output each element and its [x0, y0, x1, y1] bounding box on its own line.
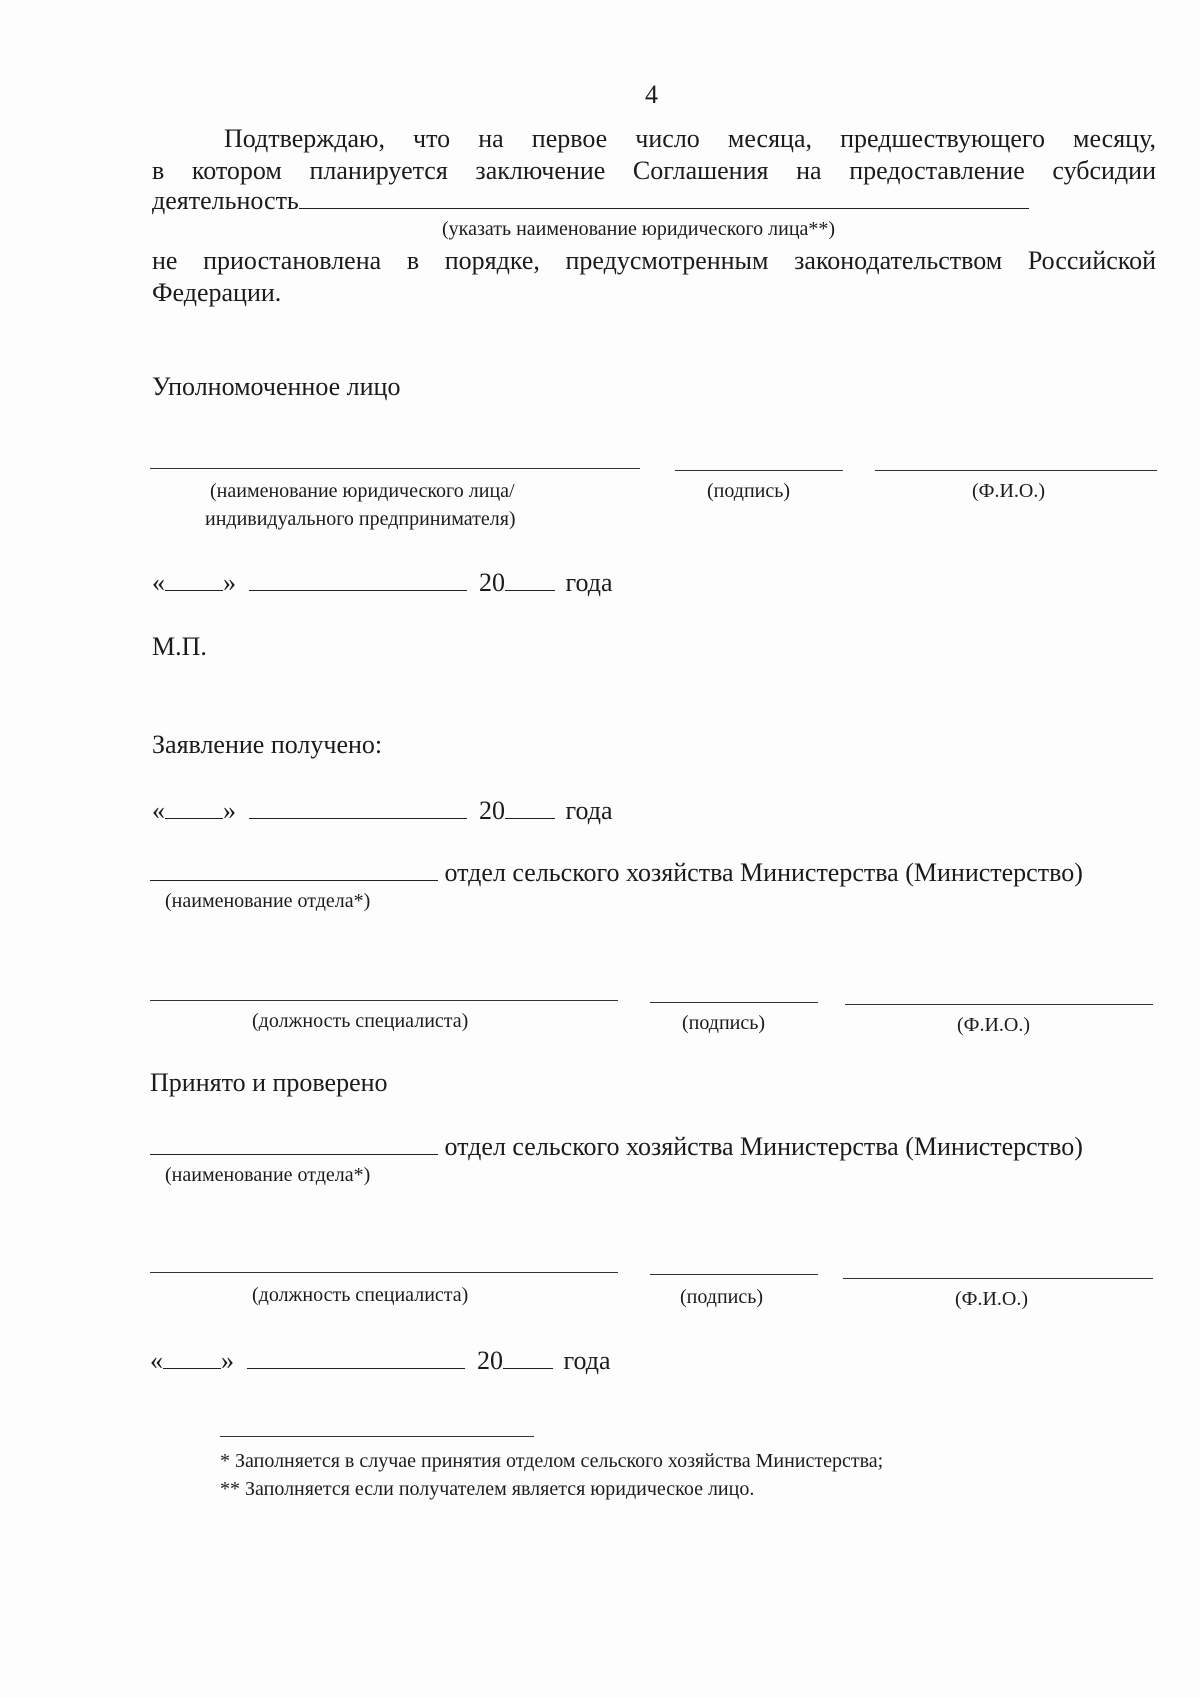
day-blank[interactable] — [163, 1348, 221, 1369]
footnote-separator — [220, 1436, 534, 1437]
year-suffix: года — [565, 796, 613, 825]
received-dept-caption: (наименование отдела*) — [165, 890, 371, 912]
received-dept-blank[interactable] — [150, 860, 438, 881]
authorized-org-caption-1: (наименование юридического лица/ — [210, 480, 515, 502]
checked-fio-caption: (Ф.И.О.) — [955, 1288, 1029, 1310]
authorized-fio-line[interactable] — [875, 470, 1157, 471]
received-position-line[interactable] — [150, 1000, 618, 1001]
checked-heading: Принято и проверено — [150, 1068, 388, 1097]
received-heading: Заявление получено: — [152, 730, 383, 759]
intro-line-3-prefix: деятельность — [152, 186, 299, 215]
intro-line-5: Федерации. — [152, 278, 282, 307]
checked-fio-line[interactable] — [843, 1278, 1153, 1279]
authorized-fio-caption: (Ф.И.О.) — [972, 480, 1046, 502]
intro-line-3 — [152, 186, 1029, 216]
checked-dept-blank[interactable] — [150, 1134, 438, 1155]
date-close-quote: » — [223, 568, 236, 597]
date-open-quote: « — [152, 796, 165, 825]
authorized-signature-line[interactable] — [675, 470, 843, 471]
received-dept-text: отдел сельского хозяйства Министерства (Министерство) — [444, 858, 1083, 887]
month-blank[interactable] — [247, 1348, 465, 1369]
authorized-signature-caption: (подпись) — [707, 480, 791, 502]
received-position-caption: (должность специалиста) — [252, 1010, 469, 1032]
year-prefix: 20 — [477, 1346, 503, 1375]
day-blank[interactable] — [165, 798, 223, 819]
year-blank[interactable] — [505, 798, 555, 819]
date-close-quote: » — [223, 796, 236, 825]
received-fio-caption: (Ф.И.О.) — [957, 1014, 1031, 1036]
checked-dept-caption: (наименование отдела*) — [165, 1164, 371, 1186]
authorized-org-caption-2: индивидуального предпринимателя) — [205, 508, 516, 530]
intro-line-1: Подтверждаю, что на первое число месяца, предшествующего месяцу, — [224, 124, 1156, 153]
page-number: 4 — [645, 80, 658, 109]
intro-line-2: в котором планируется заключение Соглашения на предоставление субсидии — [152, 156, 1156, 185]
entity-name-hint: (указать наименование юридического лица**) — [442, 218, 836, 240]
year-blank[interactable] — [503, 1348, 553, 1369]
received-dept-line — [150, 858, 1083, 888]
received-fio-line[interactable] — [845, 1004, 1153, 1005]
date-line-1 — [152, 568, 613, 598]
year-suffix: года — [563, 1346, 611, 1375]
date-open-quote: « — [152, 568, 165, 597]
date-open-quote: « — [150, 1346, 163, 1375]
day-blank[interactable] — [165, 570, 223, 591]
received-signature-caption: (подпись) — [682, 1012, 766, 1034]
year-prefix: 20 — [479, 796, 505, 825]
intro-line-4: не приостановлена в порядке, предусмотренным законодательством Российской — [152, 246, 1156, 275]
year-suffix: года — [565, 568, 613, 597]
footnote-2: ** Заполняется если получателем является юридическое лицо. — [220, 1478, 755, 1500]
authorized-heading: Уполномоченное лицо — [152, 372, 401, 401]
date-line-2 — [152, 796, 613, 826]
footnote-1: * Заполняется в случае принятия отделом сельского хозяйства Министерства; — [220, 1450, 884, 1472]
date-close-quote: » — [221, 1346, 234, 1375]
date-line-3 — [150, 1346, 611, 1376]
month-blank[interactable] — [249, 798, 467, 819]
stamp-placeholder: М.П. — [152, 632, 207, 661]
entity-name-blank[interactable] — [299, 188, 1029, 209]
checked-position-caption: (должность специалиста) — [252, 1284, 469, 1306]
checked-dept-text: отдел сельского хозяйства Министерства (Министерство) — [444, 1132, 1083, 1161]
received-signature-line[interactable] — [650, 1002, 818, 1003]
authorized-org-line[interactable] — [150, 468, 640, 469]
year-prefix: 20 — [479, 568, 505, 597]
year-blank[interactable] — [505, 570, 555, 591]
checked-position-line[interactable] — [150, 1272, 618, 1273]
checked-dept-line — [150, 1132, 1083, 1162]
month-blank[interactable] — [249, 570, 467, 591]
checked-signature-caption: (подпись) — [680, 1286, 764, 1308]
checked-signature-line[interactable] — [650, 1274, 818, 1275]
